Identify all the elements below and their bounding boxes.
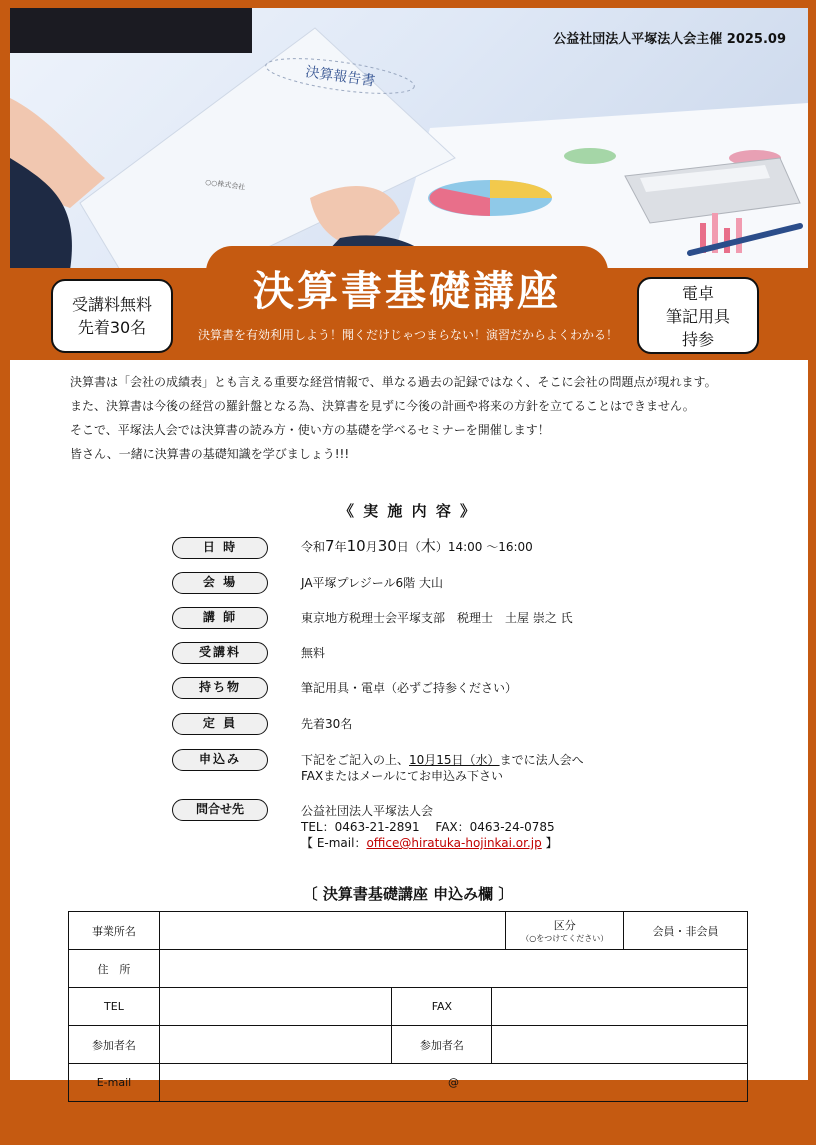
office-label: 事業所名	[69, 912, 160, 950]
date-part: 日（	[396, 540, 421, 554]
badge-right-line: 筆記用具	[665, 307, 730, 326]
contact-email-prefix: 【 E-mail：	[301, 836, 367, 850]
apply-value	[301, 752, 584, 784]
intro-line: 決算書は「会社の成績表」とも言える重要な経営情報で、単なる過去の記録ではなく、そこに会社の問題点が現れます。	[70, 375, 717, 389]
category-label: 区分	[553, 919, 576, 932]
apply-text: までに法人会へ	[499, 753, 584, 767]
participant-field[interactable]	[159, 1026, 392, 1064]
contact-phone: TEL：0463-21-2891 FAX：0463-24-0785	[301, 820, 555, 834]
hero-illustration	[10, 8, 808, 270]
badge-right-line: 持参	[681, 330, 714, 349]
contact-value	[301, 803, 558, 851]
date-part: 令和	[301, 540, 326, 554]
badge-right-line: 電卓	[681, 284, 714, 303]
badge-free-capacity	[51, 279, 173, 353]
participant-label: 参加者名	[69, 1026, 160, 1064]
apply-text: FAXまたはメールにてお申込み下さい	[301, 769, 503, 783]
lecturer-value: 東京地方税理士会平塚支部 税理士 土屋 崇之 氏	[301, 611, 573, 625]
contact-email-link[interactable]: office@hiratuka-hojinkai.or.jp	[366, 836, 542, 850]
page-title: 決算書基礎講座	[253, 267, 561, 315]
date-part: ）	[435, 540, 448, 554]
date-value	[301, 538, 533, 555]
office-field[interactable]	[159, 912, 505, 950]
member-option-field[interactable]: 会員・非会員	[624, 912, 748, 950]
date-part: 木	[420, 537, 436, 555]
fax-label: FAX	[392, 988, 492, 1026]
label-pill: 問合せ先	[172, 799, 268, 821]
badge-bring-items	[637, 277, 759, 354]
tel-field[interactable]	[159, 988, 392, 1026]
label-pill: 講 師	[172, 607, 268, 629]
photo-doc-footer: ○○株式会社	[204, 178, 246, 192]
photo-doc-title: 決算報告書	[304, 64, 376, 90]
date-part: 14:00 ～16:00	[447, 540, 533, 554]
fee-value: 無料	[301, 646, 326, 660]
address-field[interactable]	[159, 950, 747, 988]
label-pill: 定 員	[172, 713, 268, 735]
intro-line: そこで、平塚法人会では決算書の読み方・使い方の基礎を学べるセミナーを開催します！	[70, 423, 550, 437]
label-pill: 受講料	[172, 642, 268, 664]
email-field[interactable]: @	[159, 1064, 747, 1102]
contact-email-suffix: 】	[541, 836, 558, 850]
intro-text	[70, 370, 790, 466]
organizer-caption: 公益社団法人平塚法人会主催 2025.09	[553, 32, 786, 47]
form-title: 〔 決算書基礎講座 申込み欄 〕	[302, 885, 514, 903]
date-part: 10	[346, 537, 366, 555]
label-pill: 日 時	[172, 537, 268, 559]
section-title: 《 実 施 内 容 》	[338, 502, 478, 520]
venue-value: JA平塚プレジール6階 大山	[301, 576, 443, 590]
contact-org: 公益社団法人平塚法人会	[301, 804, 434, 818]
fax-field[interactable]	[492, 988, 748, 1026]
application-form	[68, 911, 748, 1102]
items-value: 筆記用具・電卓（必ずご持参ください）	[301, 681, 518, 695]
capacity-value: 先着30名	[301, 717, 353, 731]
category-cell	[506, 912, 624, 950]
label-pill: 会 場	[172, 572, 268, 594]
participant-field-2[interactable]	[492, 1026, 748, 1064]
date-part: 7	[325, 537, 335, 555]
badge-left-line: 先着30名	[77, 318, 147, 337]
page-subtitle: 決算書を有効利用しよう！聞くだけじゃつまらない！演習だからよくわかる！	[197, 328, 618, 342]
email-label: E-mail	[69, 1064, 160, 1102]
participant-label-2: 参加者名	[392, 1026, 492, 1064]
date-part: 月	[365, 540, 378, 554]
badge-left-line: 受講料無料	[71, 295, 152, 314]
label-pill: 持ち物	[172, 677, 268, 699]
address-label: 住 所	[69, 950, 160, 988]
tel-label: TEL	[69, 988, 160, 1026]
hero-photo	[10, 8, 808, 270]
label-pill: 申込み	[172, 749, 268, 771]
date-part: 年	[334, 540, 347, 554]
intro-line: また、決算書は今後の経営の羅針盤となる為、決算書を見ずに今後の計画や将来の方針を立てることはできません。	[70, 399, 695, 413]
apply-text: 下記をご記入の上、	[301, 753, 410, 767]
apply-deadline: 10月15日（水）	[409, 753, 500, 767]
date-part: 30	[377, 537, 397, 555]
intro-line: 皆さん、一緒に決算書の基礎知識を学びましょう!!!	[70, 447, 350, 461]
category-note: （○をつけてください）	[521, 934, 609, 943]
